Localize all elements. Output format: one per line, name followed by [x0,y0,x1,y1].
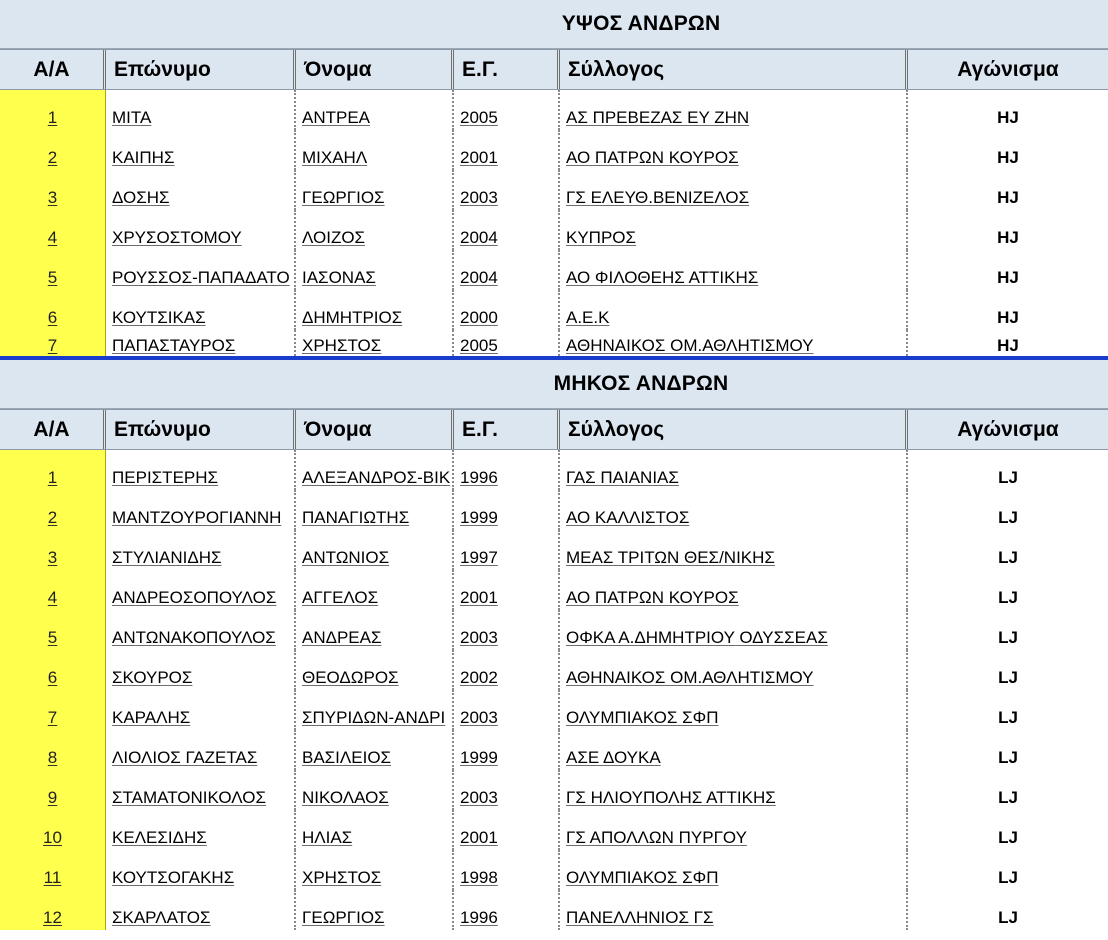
cell-club[interactable] [560,330,908,356]
cell-club[interactable] [560,90,908,130]
cell-name[interactable] [296,570,454,610]
cell-name[interactable] [296,890,454,930]
cell-birth-year-text: 2001 [460,148,498,167]
cell-event[interactable] [908,690,1108,730]
cell-birth-year-text: 2003 [460,188,498,207]
cell-club[interactable] [560,610,908,650]
cell-surname[interactable] [106,570,296,610]
cell-surname[interactable] [106,450,296,490]
cell-name-text: ΑΝΤΩΝΙΟΣ [302,548,390,567]
cell-surname-text: ΚΟΥΤΣΙΚΑΣ [112,308,206,327]
cell-event-text: LJ [998,588,1018,607]
cell-club-text: ΑΟ ΦΙΛΟΘΕΗΣ ΑΤΤΙΚΗΣ [566,268,759,287]
cell-name-text: ΑΓΓΕΛΟΣ [302,588,379,607]
cell-aa-text: 5 [47,628,58,647]
cell-surname[interactable] [106,90,296,130]
cell-event[interactable] [908,810,1108,850]
cell-name-text: ΑΛΕΞΑΝΔΡΟΣ-ΒΙΚ [302,468,451,487]
cell-surname-text: ΠΕΡΙΣΤΕΡΗΣ [112,468,219,487]
cell-birth-year-text: 2004 [460,228,498,247]
cell-event-text: LJ [998,668,1018,687]
cell-surname[interactable] [106,130,296,170]
table-row [0,890,1108,930]
cell-club[interactable] [560,650,908,690]
cell-event[interactable] [908,650,1108,690]
cell-birth-year[interactable] [454,250,560,290]
cell-birth-year[interactable] [454,770,560,810]
cell-surname-text: ΣΚΟΥΡΟΣ [112,668,193,687]
cell-aa-text: 3 [47,548,58,567]
cell-club-text: Α.Ε.Κ [566,308,610,327]
cell-birth-year-text: 2004 [460,268,498,287]
cell-name[interactable] [296,290,454,330]
header-row [0,49,1108,90]
cell-event-text: LJ [998,708,1018,727]
header-club[interactable]: Σύλλογος [560,50,908,89]
cell-club[interactable] [560,810,908,850]
header-aa[interactable]: Α/Α [0,410,106,449]
header-event[interactable]: Αγώνισμα [957,57,1059,81]
cell-name-text: ΓΕΩΡΓΙΟΣ [302,188,385,207]
cell-event-text: LJ [998,908,1018,927]
table-row [0,170,1108,210]
cell-event[interactable] [908,730,1108,770]
cell-event-text: LJ [998,628,1018,647]
cell-aa[interactable] [0,130,106,170]
cell-name-text: ΣΠΥΡΙΔΩΝ-ΑΝΔΡΙ [302,708,446,727]
table-row [0,250,1108,290]
cell-aa-text: 11 [43,868,62,887]
cell-club-text: ΜΕΑΣ ΤΡΙΤΩΝ ΘΕΣ/ΝΙΚΗΣ [566,548,775,567]
cell-birth-year-text: 1996 [460,908,498,927]
cell-aa[interactable] [0,850,106,890]
cell-event[interactable] [908,210,1108,250]
cell-event[interactable] [908,170,1108,210]
cell-name[interactable] [296,450,454,490]
cell-club-text: ΑΘΗΝΑΙΚΟΣ ΟΜ.ΑΘΛΗΤΙΣΜΟΥ [566,336,814,355]
cell-club[interactable] [560,770,908,810]
cell-name[interactable] [296,690,454,730]
cell-event[interactable] [908,490,1108,530]
cell-birth-year[interactable] [454,690,560,730]
cell-club-text: ΓΣ ΕΛΕΥΘ.ΒΕΝΙΖΕΛΟΣ [566,188,750,207]
header-surname[interactable]: Επώνυμο [106,410,296,449]
cell-event[interactable] [908,850,1108,890]
table-row [0,530,1108,570]
cell-event[interactable] [908,570,1108,610]
cell-aa-text: 3 [47,188,58,207]
header-club[interactable]: Σύλλογος [560,410,908,449]
cell-aa[interactable] [0,770,106,810]
cell-name[interactable] [296,770,454,810]
cell-surname[interactable] [106,810,296,850]
cell-birth-year-text: 2001 [460,828,498,847]
cell-aa[interactable] [0,290,106,330]
cell-aa-text: 8 [47,748,58,767]
table-row [0,210,1108,250]
cell-event[interactable] [908,610,1108,650]
cell-birth-year[interactable] [454,610,560,650]
cell-club-text: ΑΘΗΝΑΙΚΟΣ ΟΜ.ΑΘΛΗΤΙΣΜΟΥ [566,668,814,687]
cell-name-text: ΝΙΚΟΛΑΟΣ [302,788,389,807]
header-surname[interactable]: Επώνυμο [106,50,296,89]
cell-birth-year[interactable] [454,530,560,570]
cell-aa-text: 4 [47,228,58,247]
cell-name[interactable] [296,130,454,170]
cell-birth-year[interactable] [454,290,560,330]
cell-event-text: HJ [997,228,1019,247]
cell-club[interactable] [560,570,908,610]
cell-birth-year-text: 1997 [460,548,498,567]
header-birth-year[interactable]: Ε.Γ. [454,410,560,449]
cell-club-text: ΑΟ ΠΑΤΡΩΝ ΚΟΥΡΟΣ [566,588,739,607]
cell-aa[interactable] [0,530,106,570]
cell-birth-year[interactable] [454,730,560,770]
cell-aa[interactable] [0,690,106,730]
cell-birth-year-text: 2005 [460,336,498,355]
cell-surname-text: ΠΑΠΑΣΤΑΥΡΟΣ [112,336,236,355]
cell-aa[interactable] [0,810,106,850]
cell-club-text: ΑΟ ΚΑΛΛΙΣΤΟΣ [566,508,690,527]
high-jump-section [0,0,1108,356]
cell-aa-text: 12 [43,908,62,927]
cell-surname-text: ΑΝΤΩΝΑΚΟΠΟΥΛΟΣ [112,628,276,647]
cell-club-text: ΟΛΥΜΠΙΑΚΟΣ ΣΦΠ [566,868,719,887]
cell-name-text: ΑΝΔΡΕΑΣ [302,628,382,647]
cell-event-text: LJ [998,748,1018,767]
table-row [0,730,1108,770]
table-row [0,650,1108,690]
cell-club[interactable] [560,850,908,890]
cell-name-text: ΓΕΩΡΓΙΟΣ [302,908,385,927]
cell-aa[interactable] [0,90,106,130]
table-row [0,450,1108,490]
cell-event[interactable] [908,330,1108,356]
cell-name-text: ΠΑΝΑΓΙΩΤΗΣ [302,508,410,527]
cell-surname[interactable] [106,850,296,890]
cell-name-text: ΒΑΣΙΛΕΙΟΣ [302,748,392,767]
cell-club[interactable] [560,210,908,250]
cell-club-text: ΠΑΝΕΛΛΗΝΙΟΣ ΓΣ [566,908,714,927]
cell-club[interactable] [560,250,908,290]
cell-surname-text: ΡΟΥΣΣΟΣ-ΠΑΠΑΔΑΤΟ [112,268,290,287]
cell-surname-text: ΜΙΤΑ [112,108,152,127]
cell-club-text: ΑΣΕ ΔΟΥΚΑ [566,748,661,767]
header-name[interactable]: Όνομα [296,410,454,449]
cell-name[interactable] [296,610,454,650]
cell-birth-year[interactable] [454,130,560,170]
rows-high-jump [0,90,1108,356]
cell-event-text: HJ [997,308,1019,327]
cell-event[interactable] [908,450,1108,490]
table-row [0,690,1108,730]
cell-birth-year[interactable] [454,210,560,250]
cell-aa[interactable] [0,610,106,650]
cell-event-text: LJ [998,548,1018,567]
section-title-long-jump[interactable]: ΜΗΚΟΣ ΑΝΔΡΩΝ [0,360,1108,409]
cell-event-text: LJ [998,468,1018,487]
cell-club[interactable] [560,170,908,210]
cell-club-text: ΑΟ ΠΑΤΡΩΝ ΚΟΥΡΟΣ [566,148,739,167]
cell-name-text: ΑΝΤΡΕΑ [302,108,371,127]
cell-birth-year-text: 2005 [460,108,498,127]
cell-name-text: ΙΑΣΟΝΑΣ [302,268,376,287]
cell-club[interactable] [560,730,908,770]
cell-aa-text: 6 [47,308,58,327]
header-birth-year[interactable]: Ε.Γ. [454,50,560,89]
cell-name[interactable] [296,330,454,356]
cell-surname-text: ΣΚΑΡΛΑΤΟΣ [112,908,211,927]
cell-name[interactable] [296,250,454,290]
table-row [0,610,1108,650]
section-title-high-jump[interactable]: ΥΨΟΣ ΑΝΔΡΩΝ [0,0,1108,49]
cell-event-text: HJ [997,148,1019,167]
cell-birth-year[interactable] [454,90,560,130]
cell-name[interactable] [296,90,454,130]
cell-surname[interactable] [106,690,296,730]
cell-event[interactable] [908,890,1108,930]
cell-club-text: ΑΣ ΠΡΕΒΕΖΑΣ ΕΥ ΖΗΝ [566,108,750,127]
cell-surname-text: ΚΟΥΤΣΟΓΑΚΗΣ [112,868,235,887]
cell-surname-text: ΔΟΣΗΣ [112,188,170,207]
cell-surname[interactable] [106,770,296,810]
cell-event-text: LJ [998,508,1018,527]
cell-surname[interactable] [106,490,296,530]
cell-surname-text: ΣΤΑΜΑΤΟΝΙΚΟΛΟΣ [112,788,266,807]
cell-birth-year[interactable] [454,890,560,930]
cell-name-text: ΜΙΧΑΗΛ [302,148,368,167]
cell-club[interactable] [560,530,908,570]
table-row [0,90,1108,130]
cell-aa-text: 7 [47,336,58,355]
cell-surname-text: ΧΡΥΣΟΣΤΟΜΟΥ [112,228,242,247]
cell-aa[interactable] [0,170,106,210]
cell-surname-text: ΚΑΡΑΛΗΣ [112,708,191,727]
cell-aa[interactable] [0,450,106,490]
cell-birth-year-text: 2002 [460,668,498,687]
cell-name[interactable] [296,730,454,770]
header-aa[interactable]: Α/Α [0,50,106,89]
cell-club-text: ΟΦΚΑ Α.ΔΗΜΗΤΡΙΟΥ ΟΔΥΣΣΕΑΣ [566,628,828,647]
cell-birth-year[interactable] [454,850,560,890]
cell-club-text: ΚΥΠΡΟΣ [566,228,637,247]
cell-birth-year[interactable] [454,450,560,490]
cell-name[interactable] [296,530,454,570]
cell-birth-year-text: 1999 [460,748,498,767]
cell-event[interactable] [908,130,1108,170]
cell-aa[interactable] [0,210,106,250]
cell-club[interactable] [560,450,908,490]
cell-aa-text: 6 [47,668,58,687]
table-row [0,290,1108,330]
cell-birth-year[interactable] [454,810,560,850]
cell-name-text: ΔΗΜΗΤΡΙΟΣ [302,308,403,327]
cell-birth-year-text: 1998 [460,868,498,887]
cell-aa-text: 5 [47,268,58,287]
cell-name[interactable] [296,850,454,890]
cell-surname-text: ΑΝΔΡΕΟΣΟΠΟΥΛΟΣ [112,588,277,607]
cell-name[interactable] [296,810,454,850]
cell-surname[interactable] [106,170,296,210]
header-row [0,409,1108,450]
cell-surname[interactable] [106,610,296,650]
rows-long-jump [0,450,1108,930]
cell-birth-year[interactable] [454,330,560,356]
cell-club[interactable] [560,490,908,530]
cell-birth-year[interactable] [454,570,560,610]
cell-surname[interactable] [106,530,296,570]
cell-event[interactable] [908,250,1108,290]
cell-surname-text: ΚΕΛΕΣΙΔΗΣ [112,828,207,847]
cell-birth-year-text: 2001 [460,588,498,607]
cell-club-text: ΓΣ ΗΛΙΟΥΠΟΛΗΣ ΑΤΤΙΚΗΣ [566,788,776,807]
cell-name[interactable] [296,650,454,690]
cell-birth-year-text: 1999 [460,508,498,527]
cell-name-text: ΘΕΟΔΩΡΟΣ [302,668,399,687]
cell-aa[interactable] [0,730,106,770]
cell-surname-text: ΛΙΟΛΙΟΣ ΓΑΖΕΤΑΣ [112,748,258,767]
cell-aa-text: 2 [47,148,58,167]
cell-event[interactable] [908,530,1108,570]
table-row [0,850,1108,890]
cell-birth-year[interactable] [454,490,560,530]
cell-club[interactable] [560,690,908,730]
table-row [0,130,1108,170]
cell-name[interactable] [296,210,454,250]
cell-club-text: ΓΣ ΑΠΟΛΛΩΝ ΠΥΡΓΟΥ [566,828,747,847]
cell-event-text: HJ [997,336,1019,355]
cell-surname[interactable] [106,290,296,330]
cell-surname[interactable] [106,210,296,250]
cell-aa-text: 10 [43,828,62,847]
cell-name-text: ΛΟΙΖΟΣ [302,228,366,247]
table-row [0,810,1108,850]
cell-name[interactable] [296,170,454,210]
cell-surname-text: ΜΑΝΤΖΟΥΡΟΓΙΑΝΝΗ [112,508,282,527]
cell-birth-year-text: 2003 [460,628,498,647]
cell-aa-text: 2 [47,508,58,527]
cell-aa[interactable] [0,570,106,610]
table-row [0,770,1108,810]
cell-event-text: HJ [997,108,1019,127]
cell-club-text: ΟΛΥΜΠΙΑΚΟΣ ΣΦΠ [566,708,719,727]
header-name[interactable]: Όνομα [296,50,454,89]
cell-club[interactable] [560,290,908,330]
cell-aa[interactable] [0,330,106,356]
cell-birth-year[interactable] [454,170,560,210]
cell-surname-text: ΣΤΥΛΙΑΝΙΔΗΣ [112,548,222,567]
cell-birth-year-text: 2003 [460,788,498,807]
table-row [0,330,1108,356]
cell-event-text: HJ [997,188,1019,207]
table-row [0,490,1108,530]
cell-surname[interactable] [106,730,296,770]
cell-event[interactable] [908,290,1108,330]
long-jump-section [0,360,1108,930]
cell-birth-year[interactable] [454,650,560,690]
cell-surname[interactable] [106,250,296,290]
cell-birth-year-text: 1996 [460,468,498,487]
cell-aa[interactable] [0,250,106,290]
cell-surname[interactable] [106,890,296,930]
cell-aa-text: 7 [47,708,58,727]
cell-event[interactable] [908,770,1108,810]
cell-aa-text: 1 [47,468,58,487]
cell-event-text: LJ [998,868,1018,887]
cell-surname-text: ΚΑΙΠΗΣ [112,148,175,167]
cell-event-text: LJ [998,828,1018,847]
cell-aa[interactable] [0,490,106,530]
cell-name[interactable] [296,490,454,530]
cell-club-text: ΓΑΣ ΠΑΙΑΝΙΑΣ [566,468,679,487]
cell-event-text: LJ [998,788,1018,807]
header-event[interactable]: Αγώνισμα [957,417,1059,441]
cell-aa-text: 4 [47,588,58,607]
cell-aa-text: 9 [47,788,58,807]
cell-club[interactable] [560,130,908,170]
cell-event-text: HJ [997,268,1019,287]
cell-club[interactable] [560,890,908,930]
cell-name-text: ΗΛΙΑΣ [302,828,353,847]
cell-name-text: ΧΡΗΣΤΟΣ [302,868,382,887]
cell-aa[interactable] [0,650,106,690]
cell-aa[interactable] [0,890,106,930]
cell-birth-year-text: 2003 [460,708,498,727]
cell-event[interactable] [908,90,1108,130]
cell-name-text: ΧΡΗΣΤΟΣ [302,336,382,355]
cell-surname[interactable] [106,650,296,690]
cell-aa-text: 1 [47,108,58,127]
cell-surname[interactable] [106,330,296,356]
table-row [0,570,1108,610]
cell-birth-year-text: 2000 [460,308,498,327]
